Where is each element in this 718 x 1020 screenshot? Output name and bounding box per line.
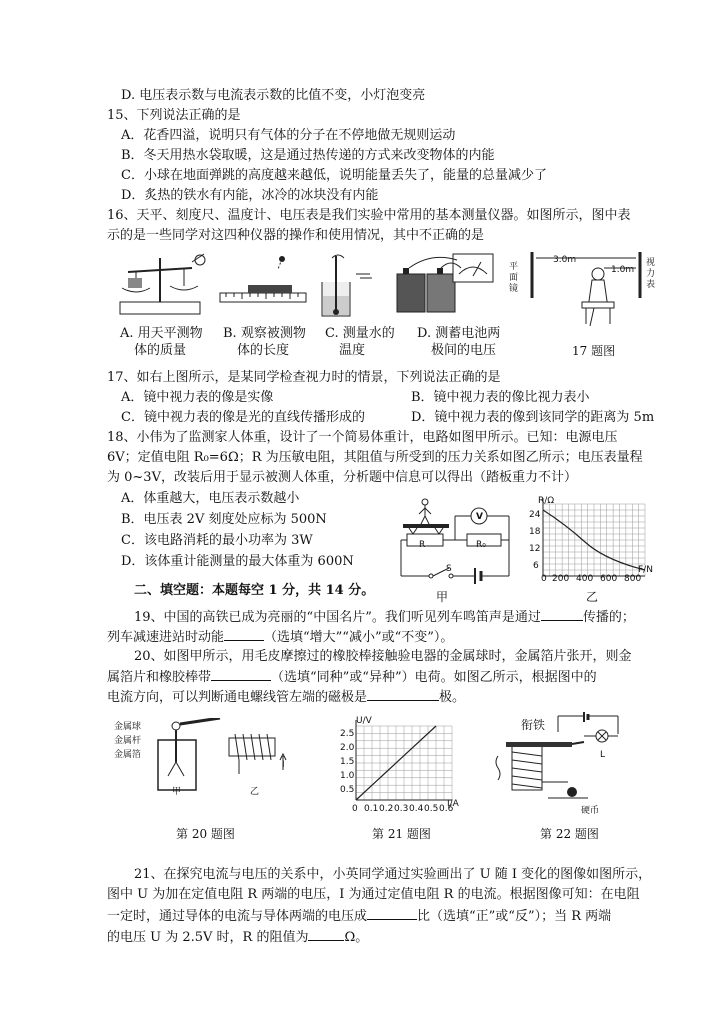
- fig21-x-tick-0.4: 0.4: [409, 804, 424, 814]
- q20-line-2-text: 属箔片和橡胶棒带: [107, 670, 212, 685]
- q21-line-3-text: 一定时，通过导体的电流与导体两端的电压成: [107, 909, 368, 924]
- fig22-armature-label: 衔铁: [521, 718, 546, 732]
- q17-option-c: C．镜中视力表的像是光的直线传播形成的: [121, 410, 365, 425]
- ruler-illustration: [218, 255, 310, 305]
- fig20-electroscope: [150, 718, 230, 798]
- fig20-label-rod: 金属杆: [114, 736, 142, 746]
- q19-line-1-text: 19、中国的高铁已成为亮丽的“中国名片”。我们听见列车鸣笛声是通过: [134, 610, 541, 625]
- q18-x-tick-800: 800: [624, 574, 642, 584]
- q18-line-2: 6V；定值电阻 R₀=6Ω；R 为压敏电阻，其阻值与所受到的压力关系如图乙所示；电压表量程: [107, 450, 643, 465]
- q15-stem: 15、下列说法正确的是: [107, 108, 241, 123]
- q19-line-2-text: 列车减速进站时动能: [107, 630, 225, 645]
- q18-option-a: A．体重越大，电压表示数越小: [121, 491, 300, 506]
- fig20-label-foil: 金属箔: [114, 750, 142, 760]
- fig21-x-tick-0.2: 0.2: [379, 804, 394, 814]
- q15-option-c: C．小球在地面弹跳的高度越来越低，说明能量丢失了，能量的总量减少了: [121, 168, 547, 183]
- thermometer-illustration: [314, 252, 378, 322]
- q21-line-4: [107, 928, 368, 947]
- q18-fig-jia-label: 甲: [436, 590, 449, 604]
- q20-line-3: [107, 688, 465, 707]
- fig21-y-tick-1.5: 1.5: [340, 757, 355, 767]
- q18-option-d: D．该体重计能测量的最大体重为 600N: [121, 554, 354, 569]
- fig21-y-tick-2.5: 2.5: [340, 729, 355, 739]
- q20-line-3-tail: 极。: [439, 690, 466, 705]
- q18-graph-y-axis-label: R/Ω: [538, 496, 555, 506]
- q17-option-a: A．镜中视力表的像是实像: [121, 390, 274, 405]
- fig21-x-tick-0.1: 0.1: [364, 804, 379, 814]
- section-2-title: 二、填空题：本题每空 1 分，共 14 分。: [134, 583, 375, 598]
- fig17-distance-3m: 3.0m: [553, 255, 577, 265]
- q16-option-a-line1: A. 用天平测物: [120, 326, 203, 341]
- q21-line-2: 图中 U 为加在定值电阻 R 两端的电压，I 为通过定值电阻 R 的电流。根据图像可知：在电阻: [107, 887, 640, 902]
- q15-option-d: D．炙热的铁水有内能，冰冷的冰块没有内能: [121, 188, 379, 203]
- fig17-chart-label: 视力表: [646, 258, 656, 290]
- q18-resistor-R-label: R: [419, 540, 426, 550]
- q18-y-tick-6: 6: [533, 561, 539, 571]
- q15-option-b: B．冬天用热水袋取暖，这是通过热传递的方式来改变物体的内能: [121, 148, 495, 163]
- fig21-y-tick-0.5: 0.5: [340, 785, 355, 795]
- q18-y-tick-24: 24: [529, 510, 541, 520]
- fig21-x-tick-0: 0: [352, 804, 358, 814]
- battery-voltmeter-illustration: [391, 248, 503, 320]
- q18-y-tick-18: 18: [529, 527, 541, 537]
- fig21-y-tick-1.0: 1.0: [340, 771, 355, 781]
- q19-blank-2[interactable]: [224, 628, 264, 641]
- q20-line-3-text: 电流方向，可以判断通电螺线管左端的磁极是: [107, 690, 368, 705]
- fig20-current-label: I: [282, 760, 285, 770]
- q21-line-4-text: 的电压 U 为 2.5V 时，R 的阻值为: [107, 930, 309, 945]
- fig17-mirror-label: 平面镜: [509, 262, 519, 294]
- fig22-lamp-label: L: [600, 750, 606, 760]
- q20-line-1: 20、如图甲所示，用毛皮摩擦过的橡胶棒接触验电器的金属球时，金属箔片张开，则金: [134, 649, 632, 664]
- q18-voltmeter-label: V: [476, 512, 483, 522]
- q16-option-a-line2: 体的质量: [134, 343, 187, 358]
- balance-illustration: [112, 248, 208, 320]
- q18-graph-x-axis-label: F/N: [638, 565, 653, 575]
- fig22-coin-label: 硬币: [581, 806, 600, 816]
- q19-line-1: [134, 608, 635, 627]
- q21-line-3: [107, 907, 611, 926]
- q18-x-tick-200: 200: [552, 574, 570, 584]
- q16-option-d-line1: D. 测蓄电池两: [417, 326, 501, 341]
- fig22-caption: 第 22 题图: [540, 827, 599, 841]
- q17-option-d: D．镜中视力表的像到该同学的距离为 5m: [411, 410, 655, 425]
- q18-switch-label: S: [446, 564, 452, 574]
- fig17-vision-test: [508, 246, 668, 336]
- fig22-relay: [488, 712, 630, 812]
- fig21-x-tick-0.6: 0.6: [439, 804, 454, 814]
- q19-line-2-tail: （选填“增大”“减小”或“不变”）。: [264, 630, 454, 645]
- fig20-caption: 第 20 题图: [176, 827, 235, 841]
- q21-line-4-tail: Ω。: [344, 930, 369, 945]
- q21-blank-1[interactable]: [367, 907, 417, 920]
- q18-option-c: C．该电路消耗的最小功率为 3W: [121, 533, 313, 548]
- q18-resistor-R0-label: R₀: [476, 540, 486, 550]
- q21-line-1: 21、在探究电流与电压的关系中，小英同学通过实验画出了 U 随 I 变化的图像如图所示，: [134, 867, 652, 882]
- q14-option-d: D. 电压表示数与电流表示数的比值不变，小灯泡变亮: [121, 88, 426, 103]
- q15-option-a: A．花香四溢，说明只有气体的分子在不停地做无规则运动: [121, 128, 456, 143]
- fig20-yi-label: 乙: [250, 787, 260, 797]
- q20-blank-1[interactable]: [211, 668, 271, 681]
- q18-x-tick-0: 0: [541, 574, 547, 584]
- fig21-x-tick-0.5: 0.5: [424, 804, 439, 814]
- fig21-y-axis-label: U/V: [356, 716, 372, 726]
- q20-blank-2[interactable]: [367, 688, 439, 701]
- q18-option-b: B．电压表 2V 刻度处应标为 500N: [121, 512, 327, 527]
- q19-line-2: [107, 628, 453, 647]
- q16-option-b-line1: B. 观察被测物: [223, 326, 306, 341]
- q17-stem: 17、如右上图所示，是某同学检查视力时的情景，下列说法正确的是: [107, 370, 501, 385]
- q18-line-3: 为 0~3V，改装后用于显示被测人体重，分析题中信息可以得出（踏板重力不计）: [107, 470, 577, 485]
- q18-x-tick-400: 400: [576, 574, 594, 584]
- q20-line-2: [107, 668, 597, 687]
- q20-line-2-tail: （选填“同种”或“异种”）电荷。如图乙所示，根据图中的: [271, 670, 597, 685]
- fig17-caption: 17 题图: [572, 344, 616, 358]
- fig17-distance-1m: 1.0m: [611, 265, 635, 275]
- fig21-x-axis-label: I/A: [447, 799, 459, 809]
- q19-blank-1[interactable]: [541, 608, 583, 621]
- q16-option-b-line2: 体的长度: [237, 343, 290, 358]
- fig21-x-tick-0.3: 0.3: [394, 804, 409, 814]
- q16-option-c-line1: C. 测量水的: [325, 326, 395, 341]
- q18-y-tick-12: 12: [529, 544, 541, 554]
- q16-stem-1: 16、天平、刻度尺、温度计、电压表是我们实验中常用的基本测量仪器。如图所示，图中表: [107, 208, 631, 223]
- q18-x-tick-600: 600: [600, 574, 618, 584]
- fig20-jia-label: 甲: [172, 787, 182, 797]
- q18-fig-yi-label: 乙: [586, 590, 599, 604]
- q21-blank-2[interactable]: [308, 928, 344, 941]
- fig21-y-tick-2.0: 2.0: [340, 743, 355, 753]
- q21-line-3-tail: 比（选填“正”或“反”）；当 R 两端: [417, 909, 612, 924]
- fig20-label-ball: 金属球: [114, 722, 142, 732]
- q16-option-d-line2: 极间的电压: [431, 343, 497, 358]
- q16-stem-2: 示的是一些同学对这四种仪器的操作和使用情况，其中不正确的是: [107, 228, 485, 243]
- q18-circuit-diagram: [395, 494, 515, 586]
- fig21-caption: 第 21 题图: [372, 827, 431, 841]
- q16-option-c-line2: 温度: [339, 343, 366, 358]
- q17-option-b: B．镜中视力表的像比视力表小: [411, 390, 590, 405]
- q18-line-1: 18、小伟为了监测家人体重，设计了一个简易体重计，电路如图甲所示。已知：电源电压: [107, 430, 618, 445]
- q19-line-1-tail: 传播的；: [582, 610, 635, 625]
